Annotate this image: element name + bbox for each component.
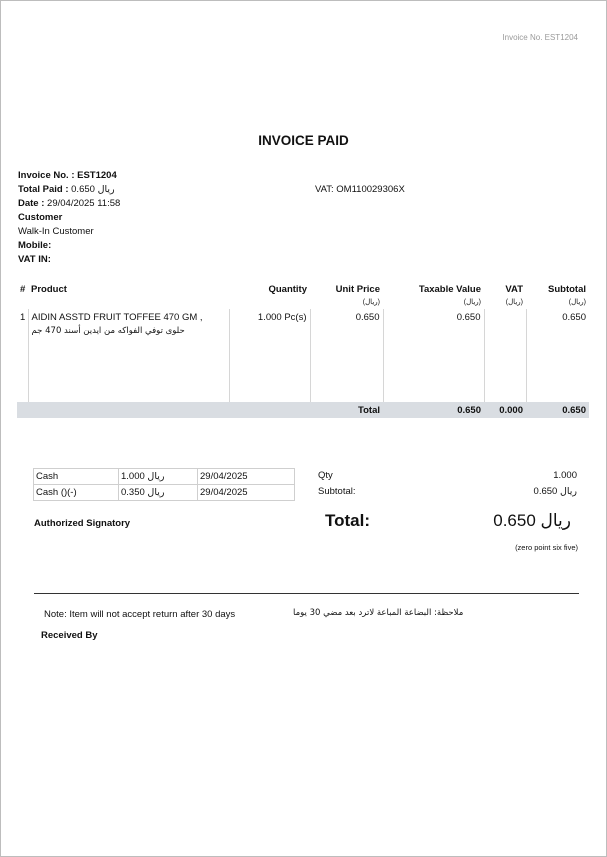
unit-price-currency: (ريال) [362,299,380,306]
row-taxable-value: 0.650 [383,309,484,402]
items-table [17,281,589,418]
payment-method: Cash [34,469,119,485]
payments-table [33,468,295,501]
qty-value: 1.000 [553,470,577,481]
mobile-label: Mobile: [18,240,52,251]
total-paid-label: Total Paid : [18,184,69,195]
footer-divider [34,593,579,594]
payment-date: 29/04/2025 [198,469,295,485]
vat-currency: (ريال) [505,299,523,306]
payment-amount: 0.350 ريال [119,485,198,501]
totals-row [17,402,589,418]
row-quantity: 1.000 Pc(s) [229,309,310,402]
invoice-number-line [18,169,120,183]
taxable-value-currency: (ريال) [463,299,481,306]
table-row [17,309,589,402]
received-by: Received By [41,630,98,641]
grand-total-value: 0.650 ريال [493,511,571,530]
payment-row [34,485,295,501]
row-unit-price: 0.650 [310,309,383,402]
payment-row [34,469,295,485]
payment-method: Cash ()(-) [34,485,119,501]
date-value: 29/04/2025 11:58 [47,198,121,209]
return-note-ar: ملاحظة: البضاعة المباعة لاترد بعد مضي 30 يوما [293,608,464,618]
customer-label: Customer [18,212,63,223]
col-header-unit-price: Unit Price [335,284,380,295]
col-header-taxable-value: Taxable Value [418,284,481,295]
qty-label: Qty [318,470,333,481]
date-label: Date : [18,198,45,209]
total-paid-value: 0.650 ريال [71,184,115,195]
row-product-ar: حلوى توفي الفواكه من ايدين أسند 470 جم [31,326,185,336]
invoice-meta [18,169,120,267]
grand-total-label: Total: [325,511,371,530]
vat-in-label: VAT IN: [18,254,51,265]
total-paid-line [18,183,120,197]
invoice-number-value: EST1204 [77,170,117,181]
subtotal-currency: (ريال) [568,299,586,306]
col-header-num: # [20,284,26,295]
invoice-number-label: Invoice No. : [18,170,75,181]
total-in-words: (zero point six five) [515,543,578,552]
return-note-en: Note: Item will not accept return after 30 days [44,609,236,620]
totals-subtotal: 0.650 [526,402,589,418]
col-header-quantity: Quantity [268,284,307,295]
corner-invoice-ref: Invoice No. EST1204 [502,33,578,42]
row-product [28,309,229,402]
totals-vat: 0.000 [484,402,526,418]
payment-amount: 1.000 ريال [119,469,198,485]
totals-label: Total [310,402,383,418]
payment-date: 29/04/2025 [198,485,295,501]
date-line [18,197,120,211]
subtotal-label: Subtotal: [318,486,356,497]
payments-table-wrap [33,468,295,501]
col-header-vat: VAT [505,284,523,295]
totals-taxable-value: 0.650 [383,402,484,418]
items-table-wrap [17,281,589,418]
row-vat [484,309,526,402]
customer-name: Walk-In Customer [18,226,94,237]
col-header-subtotal: Subtotal [548,284,586,295]
row-num: 1 [20,312,26,323]
page-title: INVOICE PAID [258,133,349,148]
row-product-en: AIDIN ASSTD FRUIT TOFFEE 470 GM , [31,312,203,323]
col-header-product: Product [31,284,67,295]
vat-number: VAT: OM110029306X [315,184,405,195]
subtotal-value: 0.650 ريال [533,486,577,497]
row-subtotal: 0.650 [526,309,589,402]
authorized-signatory: Authorized Signatory [34,518,131,529]
